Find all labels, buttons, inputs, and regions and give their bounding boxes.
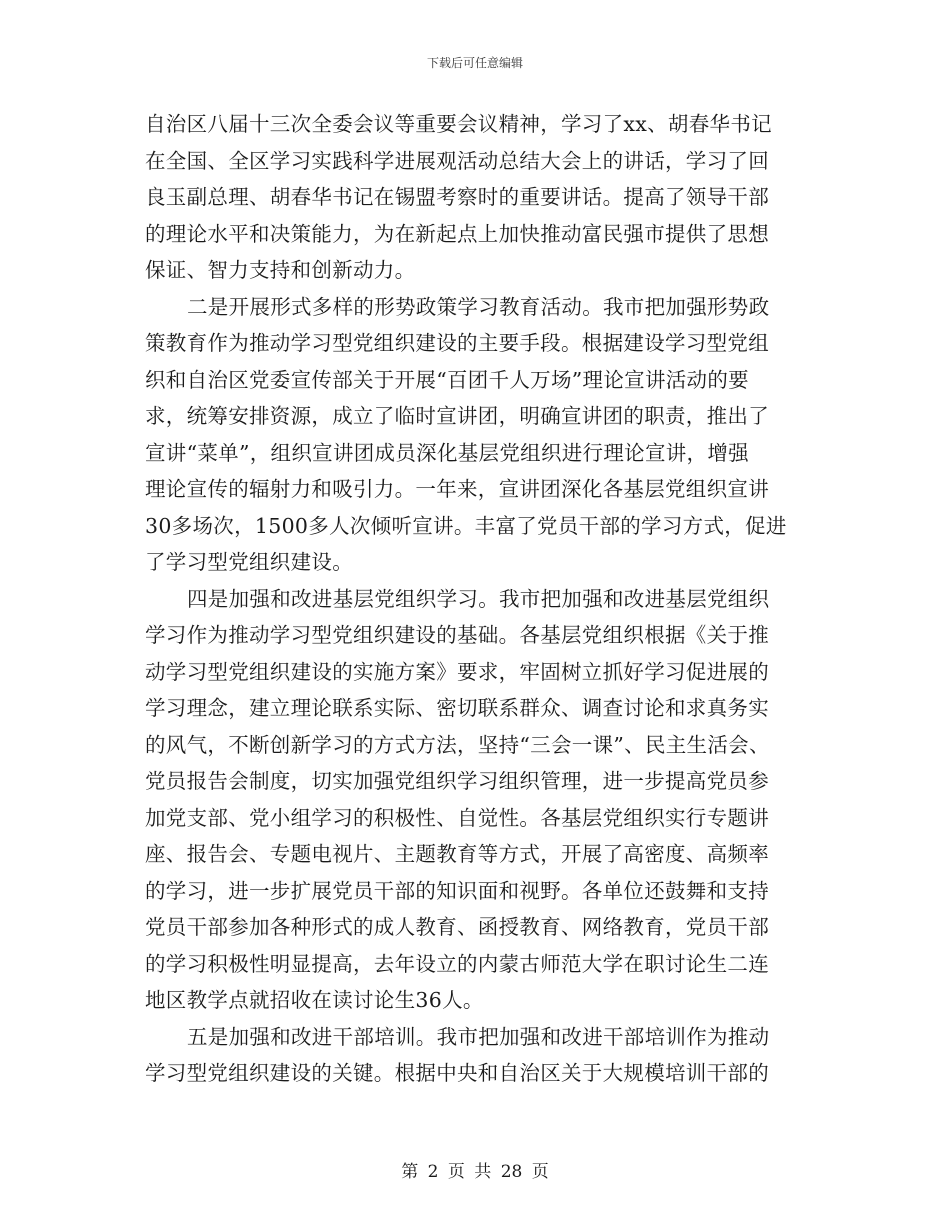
- text-line: 动学习型党组织建设的实施方案》要求，牢固树立抓好学习促进展的: [145, 659, 769, 684]
- text-line: 的学习积极性明显提高，去年设立的内蒙古师范大学在职讨论生二连: [145, 951, 769, 976]
- text-line: 五是加强和改进干部培训。我市把加强和改进干部培训作为推动: [187, 1024, 770, 1049]
- text-line: 自治区八届十三次全委会议等重要会议精神，学习了xx、胡春华书记: [145, 112, 772, 136]
- text-line: 织和自治区党委宣传部关于开展“百团千人万场”理论宣讲活动的要: [145, 367, 749, 392]
- page-number: 第 2 页 共 28 页: [401, 1162, 549, 1182]
- text-line: 座、报告会、专题电视片、主题教育等方式，开展了高密度、高频率: [145, 842, 769, 866]
- text-line: 求，统筹安排资源，成立了临时宣讲团，明确宣讲团的职责，推出了: [145, 404, 769, 428]
- text-line: 的理论水平和决策能力，为在新起点上加快推动富民强市提供了思想: [145, 221, 769, 246]
- text-line: 学习型党组织建设的关键。根据中央和自治区关于大规模培训干部的: [145, 1061, 769, 1085]
- page-header: 下载后可任意编辑: [426, 56, 523, 70]
- text-line: 地区教学点就招收在读讨论生36人。: [145, 988, 484, 1012]
- text-line: 保证、智力支持和创新动力。: [145, 258, 416, 282]
- text-line: 学习理念，建立理论联系实际、密切联系群众、调查讨论和求真务实: [145, 696, 769, 720]
- text-line: 在全国、全区学习实践科学进展观活动总结大会上的讲话，学习了回: [145, 148, 769, 173]
- text-line: 策教育作为推动学习型党组织建设的主要手段。根据建设学习型党组: [145, 331, 769, 355]
- text-line: 理论宣传的辐射力和吸引力。一年来，宣讲团深化各基层党组织宣讲: [145, 477, 769, 501]
- text-line: 四是加强和改进基层党组织学习。我市把加强和改进基层党组织: [187, 586, 770, 611]
- text-line: 了学习型党组织建设。: [145, 550, 353, 574]
- text-line: 学习作为推动学习型党组织建设的基础。各基层党组织根据《关于推: [145, 623, 769, 647]
- text-line: 宣讲“菜单”，组织宣讲团成员深化基层党组织进行理论宣讲，增强: [145, 440, 749, 465]
- text-line: 二是开展形式多样的形势政策学习教育活动。我市把加强形势政: [187, 294, 770, 319]
- text-line: 党员干部参加各种形式的成人教育、函授教育、网络教育，党员干部: [145, 915, 769, 939]
- text-line: 的学习，进一步扩展党员干部的知识面和视野。各单位还鼓舞和支持: [145, 878, 769, 903]
- text-line: 党员报告会制度，切实加强党组织学习组织管理，进一步提高党员参: [145, 769, 769, 793]
- text-line: 良玉副总理、胡春华书记在锡盟考察时的重要讲话。提高了领导干部: [145, 185, 769, 209]
- text-line: 的风气，不断创新学习的方式方法，坚持“三会一课”、民主生活会、: [145, 732, 770, 757]
- text-line: 30多场次，1500多人次倾听宣讲。丰富了党员干部的学习方式，促进: [145, 513, 787, 538]
- text-line: 加党支部、党小组学习的积极性、自觉性。各基层党组织实行专题讲: [145, 805, 769, 830]
- document-body: [145, 106, 825, 1092]
